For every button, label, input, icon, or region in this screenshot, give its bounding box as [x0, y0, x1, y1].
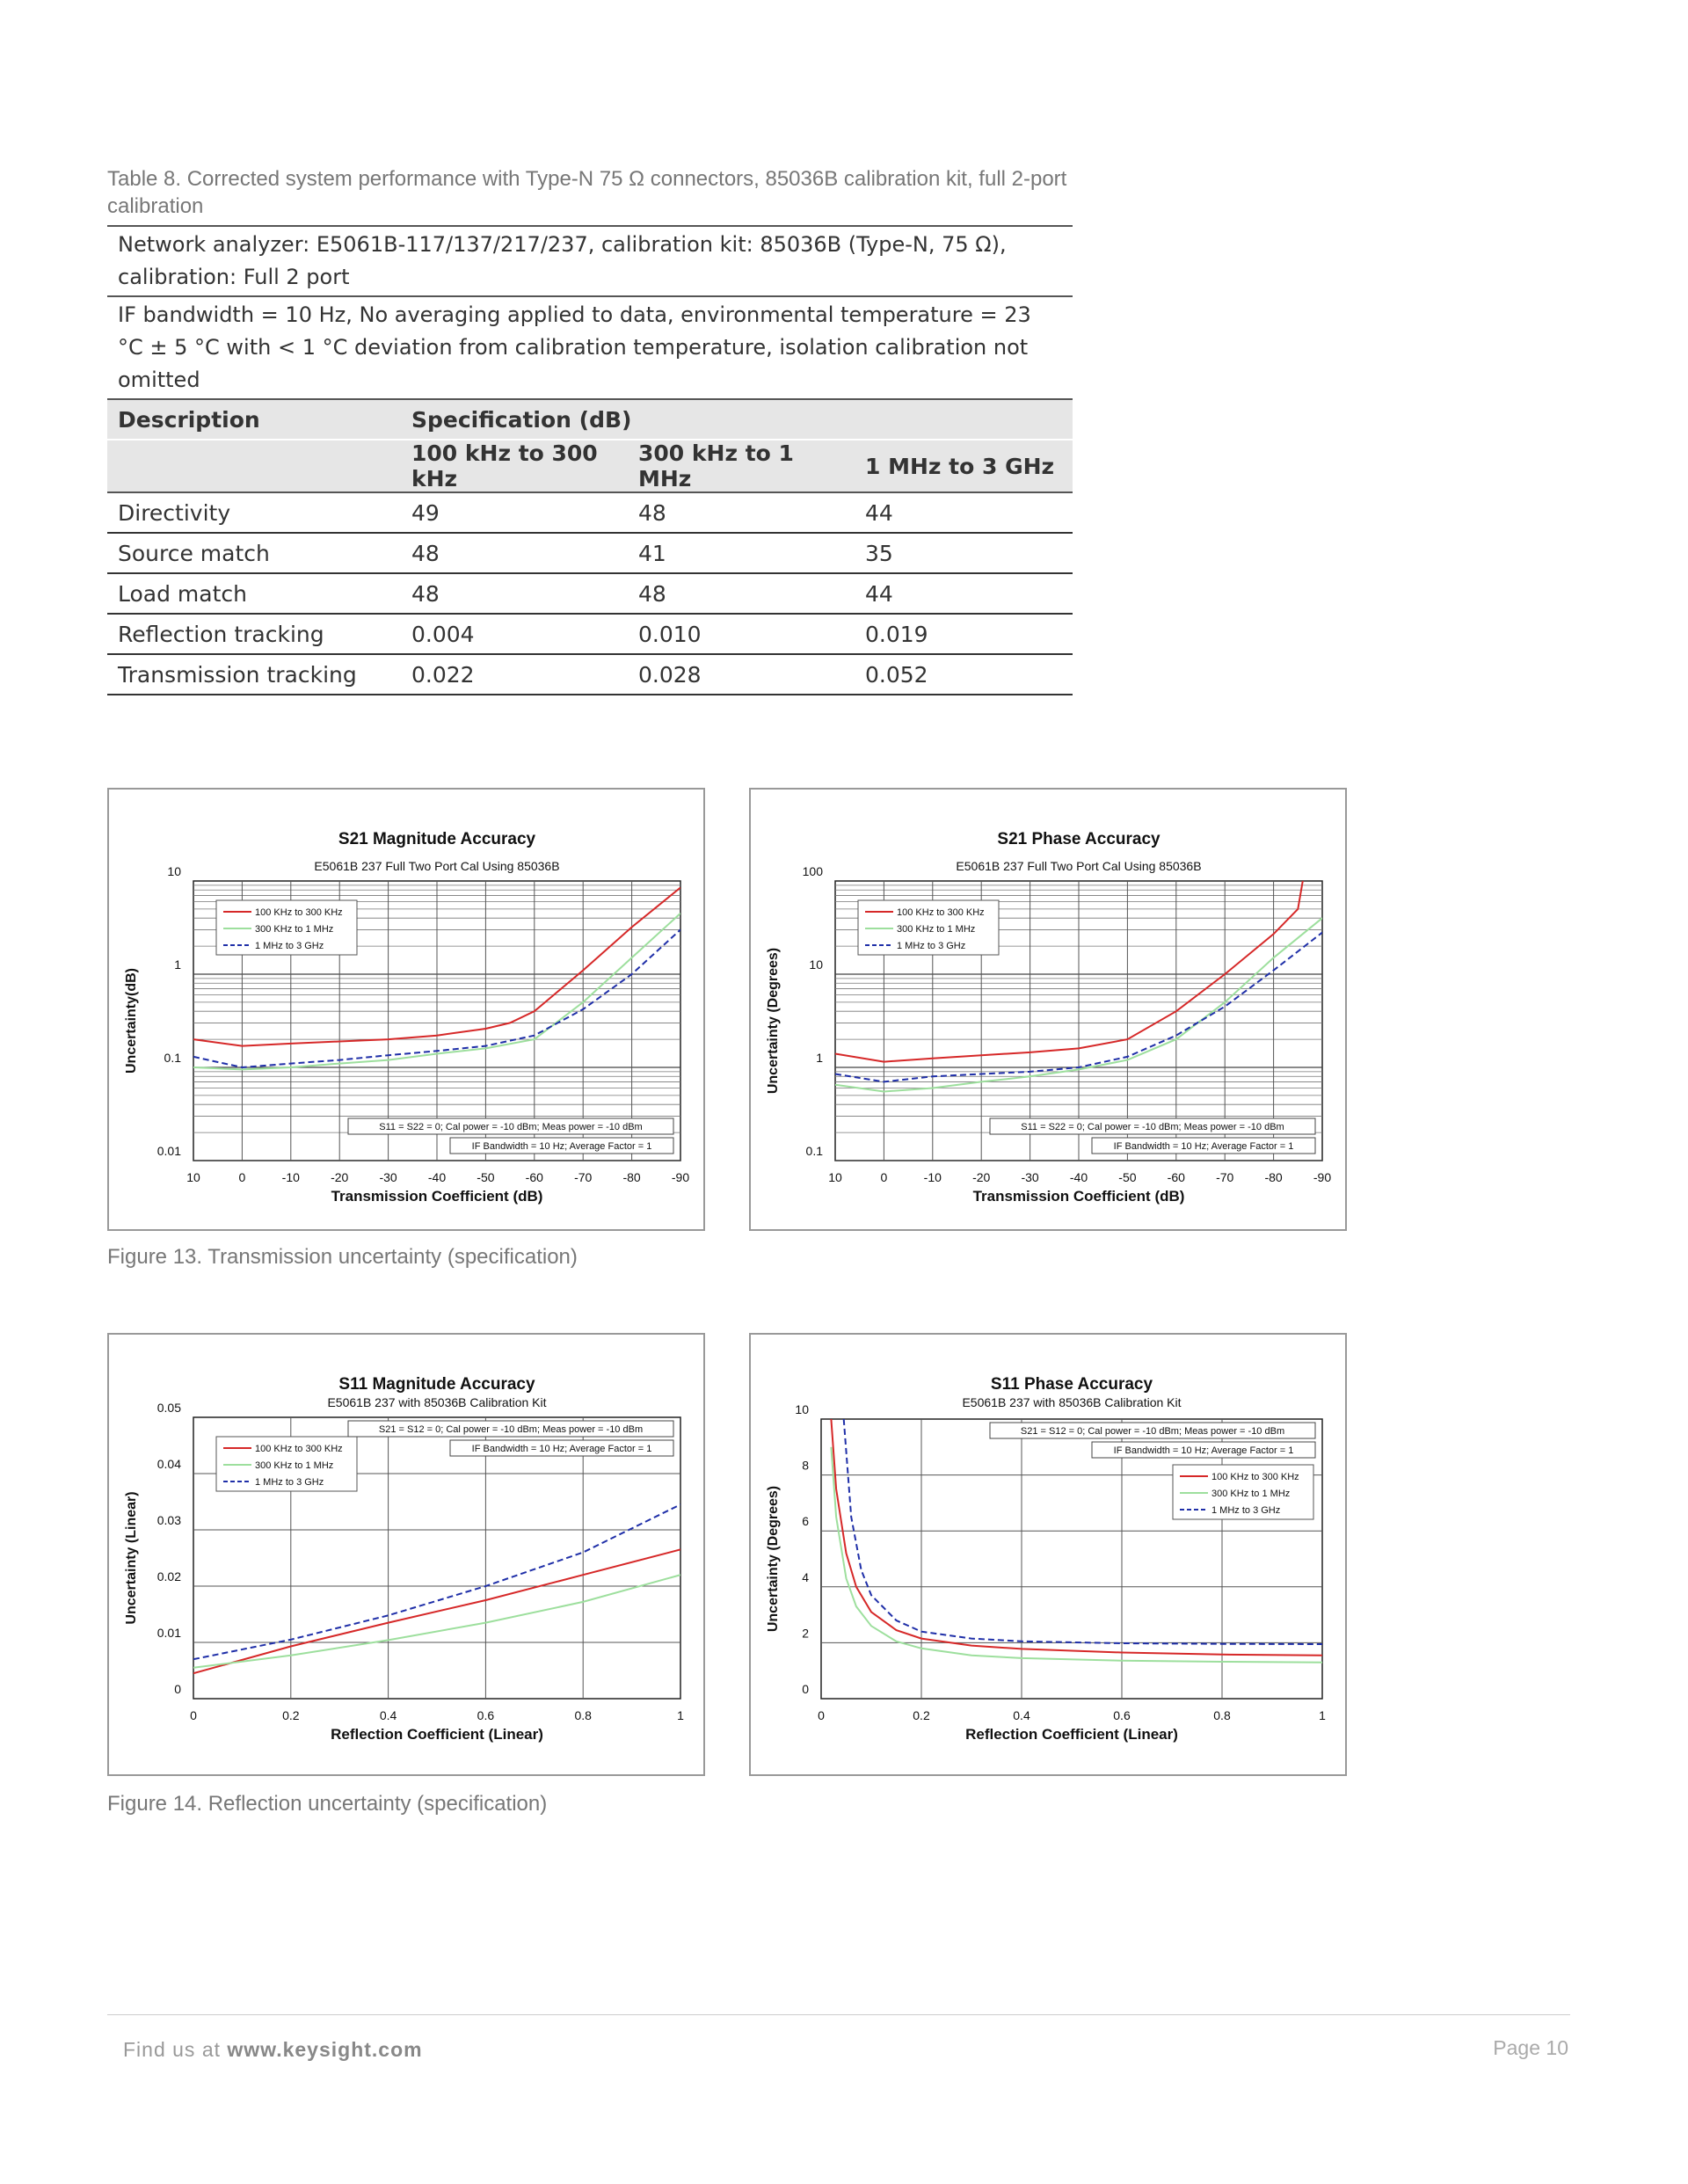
x-tick-label: -80	[1264, 1170, 1283, 1184]
cell-value: 48	[628, 492, 855, 533]
x-tick-label: 10	[828, 1170, 842, 1184]
cell-value: 48	[628, 573, 855, 614]
chart-s21-phase	[749, 788, 1347, 1231]
cell-value: 0.052	[855, 654, 1073, 695]
x-tick-label: -40	[1069, 1170, 1088, 1184]
x-tick-label: -50	[1118, 1170, 1137, 1184]
y-tick-label: 0.01	[156, 1626, 181, 1640]
figure-14-caption: Figure 14. Reflection uncertainty (specification)	[107, 1792, 548, 1816]
x-tick-label: 10	[186, 1170, 200, 1184]
y-tick-label: 8	[802, 1458, 809, 1473]
note-text: IF Bandwidth = 10 Hz; Average Factor = 1	[1113, 1141, 1294, 1152]
x-tick-label: -20	[972, 1170, 991, 1184]
chart-s21-phase-svg	[751, 790, 1345, 1229]
chart-subtitle: E5061B 237 Full Two Port Cal Using 85036B	[314, 859, 560, 873]
cell-value: 0.004	[401, 614, 628, 654]
x-tick-label: -30	[1021, 1170, 1039, 1184]
x-tick-label: 0.4	[379, 1708, 397, 1722]
y-tick-label: 0.1	[164, 1051, 181, 1065]
x-tick-label: 0.6	[477, 1708, 495, 1722]
y-tick-label: 0.04	[156, 1457, 181, 1471]
x-tick-label: 0	[818, 1708, 825, 1722]
x-tick-label: -20	[331, 1170, 349, 1184]
x-tick-label: 1	[677, 1708, 684, 1722]
x-tick-label: -90	[1313, 1170, 1332, 1184]
y-tick-label: 4	[802, 1569, 809, 1584]
row-label: Directivity	[107, 492, 401, 533]
legend-label: 1 MHz to 3 GHz	[1211, 1505, 1281, 1516]
legend-label: 300 KHz to 1 MHz	[255, 1460, 334, 1471]
cell-value: 49	[401, 492, 628, 533]
x-tick-label: 0	[190, 1708, 197, 1722]
footer-divider	[107, 2014, 1570, 2015]
table-caption: Table 8. Corrected system performance with Type-N 75 Ω connectors, 85036B calibration kit, full 2-port calibration	[107, 167, 1067, 218]
chart-s21-magnitude	[107, 788, 705, 1231]
x-tick-label: -60	[1167, 1170, 1185, 1184]
figure-13-caption: Figure 13. Transmission uncertainty (specification)	[107, 1245, 578, 1269]
y-axis-label: Uncertainty (Degrees)	[766, 947, 781, 1095]
x-tick-label: 0.4	[1013, 1708, 1030, 1722]
x-tick-label: 0.8	[1213, 1708, 1231, 1722]
column-header-band: 100 kHz to 300 kHz	[401, 440, 628, 492]
x-tick-label: -70	[574, 1170, 593, 1184]
table-row	[107, 573, 1073, 614]
chart-title: S11 Phase Accuracy	[990, 1375, 1153, 1394]
chart-title: S21 Phase Accuracy	[997, 830, 1160, 848]
y-tick-label: 10	[795, 1402, 809, 1416]
legend-label: 300 KHz to 1 MHz	[897, 924, 976, 935]
cell-value: 0.028	[628, 654, 855, 695]
cell-value: 48	[401, 573, 628, 614]
x-axis-label: Reflection Coefficient (Linear)	[331, 1726, 543, 1743]
x-tick-label: 1	[1319, 1708, 1326, 1722]
note-text: S21 = S12 = 0; Cal power = -10 dBm; Meas power = -10 dBm	[378, 1424, 644, 1435]
note-text: IF Bandwidth = 10 Hz; Average Factor = 1	[471, 1444, 652, 1454]
chart-subtitle: E5061B 237 Full Two Port Cal Using 85036B	[956, 859, 1202, 873]
table-row	[107, 614, 1073, 654]
note-text: S11 = S22 = 0; Cal power = -10 dBm; Meas power = -10 dBm	[1021, 1122, 1284, 1132]
x-tick-label: -10	[281, 1170, 300, 1184]
chart-subtitle: E5061B 237 with 85036B Calibration Kit	[962, 1395, 1182, 1409]
x-tick-label: -10	[923, 1170, 942, 1184]
y-axis-label: Uncertainty(dB)	[124, 967, 139, 1074]
table-note-analyzer: Network analyzer: E5061B-117/137/217/237, calibration kit: 85036B (Type-N, 75 Ω), calibration: Full 2 port	[107, 226, 1073, 296]
cell-value: 0.010	[628, 614, 855, 654]
legend-label: 300 KHz to 1 MHz	[255, 924, 334, 935]
chart-s11-magnitude-svg	[109, 1335, 703, 1774]
y-tick-label: 0.02	[156, 1569, 181, 1583]
note-text: S21 = S12 = 0; Cal power = -10 dBm; Meas power = -10 dBm	[1020, 1426, 1285, 1437]
chart-s21-magnitude-svg	[109, 790, 703, 1229]
cell-value: 0.019	[855, 614, 1073, 654]
x-tick-label: -80	[622, 1170, 641, 1184]
legend-label: 1 MHz to 3 GHz	[255, 941, 324, 951]
x-tick-label: 0.2	[913, 1708, 930, 1722]
x-tick-label: -50	[477, 1170, 495, 1184]
x-tick-label: 0.6	[1113, 1708, 1131, 1722]
table-note-conditions: IF bandwidth = 10 Hz, No averaging applied to data, environmental temperature = 23 °C ± 5 °C with < 1 °C deviation from calibration temperature, isolation calibration not omitted	[107, 296, 1073, 399]
note-text: IF Bandwidth = 10 Hz; Average Factor = 1	[1113, 1445, 1294, 1456]
legend-label: 1 MHz to 3 GHz	[897, 941, 966, 951]
column-header-specification: Specification (dB)	[401, 399, 1073, 440]
y-tick-label: 0.1	[805, 1144, 823, 1158]
chart-s11-phase-svg	[751, 1335, 1345, 1774]
x-tick-label: 0	[238, 1170, 246, 1184]
legend-label: 300 KHz to 1 MHz	[1211, 1489, 1291, 1499]
row-label: Load match	[107, 573, 401, 614]
y-tick-label: 2	[802, 1626, 809, 1641]
column-header-blank	[107, 440, 401, 492]
table-row	[107, 492, 1073, 533]
table-row	[107, 654, 1073, 695]
footer-site-link[interactable]: www.keysight.com	[227, 2038, 423, 2061]
cell-value: 48	[401, 533, 628, 573]
cell-value: 0.022	[401, 654, 628, 695]
y-tick-label: 0	[174, 1682, 181, 1696]
row-label: Source match	[107, 533, 401, 573]
y-axis-label: Uncertainty (Degrees)	[766, 1485, 781, 1633]
chart-title: S11 Magnitude Accuracy	[338, 1375, 535, 1394]
chart-title: S21 Magnitude Accuracy	[338, 830, 536, 848]
chart-s11-phase	[749, 1333, 1347, 1776]
y-tick-label: 6	[802, 1514, 809, 1529]
cell-value: 44	[855, 492, 1073, 533]
x-tick-label: -40	[427, 1170, 447, 1184]
chart-subtitle: E5061B 237 with 85036B Calibration Kit	[327, 1395, 547, 1409]
x-axis-label: Transmission Coefficient (dB)	[972, 1188, 1185, 1205]
legend-label: 1 MHz to 3 GHz	[255, 1477, 324, 1488]
x-tick-label: -90	[671, 1170, 690, 1184]
y-tick-label: 0	[802, 1682, 809, 1696]
row-label: Reflection tracking	[107, 614, 401, 654]
y-tick-label: 1	[174, 957, 181, 972]
footer-link-text	[123, 2038, 423, 2062]
x-tick-label: 0.2	[282, 1708, 300, 1722]
x-tick-label: -60	[525, 1170, 543, 1184]
y-tick-label: 1	[816, 1051, 823, 1065]
footer-prefix: Find us at	[123, 2038, 228, 2061]
x-axis-label: Transmission Coefficient (dB)	[331, 1188, 543, 1205]
column-header-band: 300 kHz to 1 MHz	[628, 440, 855, 492]
x-axis-label: Reflection Coefficient (Linear)	[965, 1726, 1178, 1743]
chart-s11-magnitude	[107, 1333, 705, 1776]
spec-table	[107, 225, 1073, 695]
cell-value: 35	[855, 533, 1073, 573]
note-text: IF Bandwidth = 10 Hz; Average Factor = 1	[471, 1141, 652, 1152]
y-tick-label: 100	[802, 864, 823, 878]
column-header-description: Description	[107, 399, 401, 440]
legend-label: 100 KHz to 300 KHz	[255, 1444, 343, 1454]
x-tick-label: 0.8	[574, 1708, 592, 1722]
y-axis-label: Uncertainty (Linear)	[124, 1491, 139, 1625]
plot-area	[821, 1419, 1322, 1699]
legend-label: 100 KHz to 300 KHz	[1211, 1472, 1299, 1482]
row-label: Transmission tracking	[107, 654, 401, 695]
y-tick-label: 10	[167, 864, 181, 878]
page-number: Page 10	[1493, 2036, 1568, 2059]
cell-value: 44	[855, 573, 1073, 614]
x-tick-label: -30	[379, 1170, 397, 1184]
legend-label: 100 KHz to 300 KHz	[255, 907, 343, 918]
table-row	[107, 533, 1073, 573]
cell-value: 41	[628, 533, 855, 573]
legend-label: 100 KHz to 300 KHz	[897, 907, 985, 918]
note-text: S11 = S22 = 0; Cal power = -10 dBm; Meas power = -10 dBm	[379, 1122, 643, 1132]
y-tick-label: 10	[809, 957, 823, 972]
y-tick-label: 0.05	[156, 1401, 181, 1415]
column-header-band: 1 MHz to 3 GHz	[855, 440, 1073, 492]
x-tick-label: -70	[1216, 1170, 1234, 1184]
y-tick-label: 0.03	[156, 1513, 181, 1527]
x-tick-label: 0	[880, 1170, 888, 1184]
y-tick-label: 0.01	[156, 1144, 181, 1158]
